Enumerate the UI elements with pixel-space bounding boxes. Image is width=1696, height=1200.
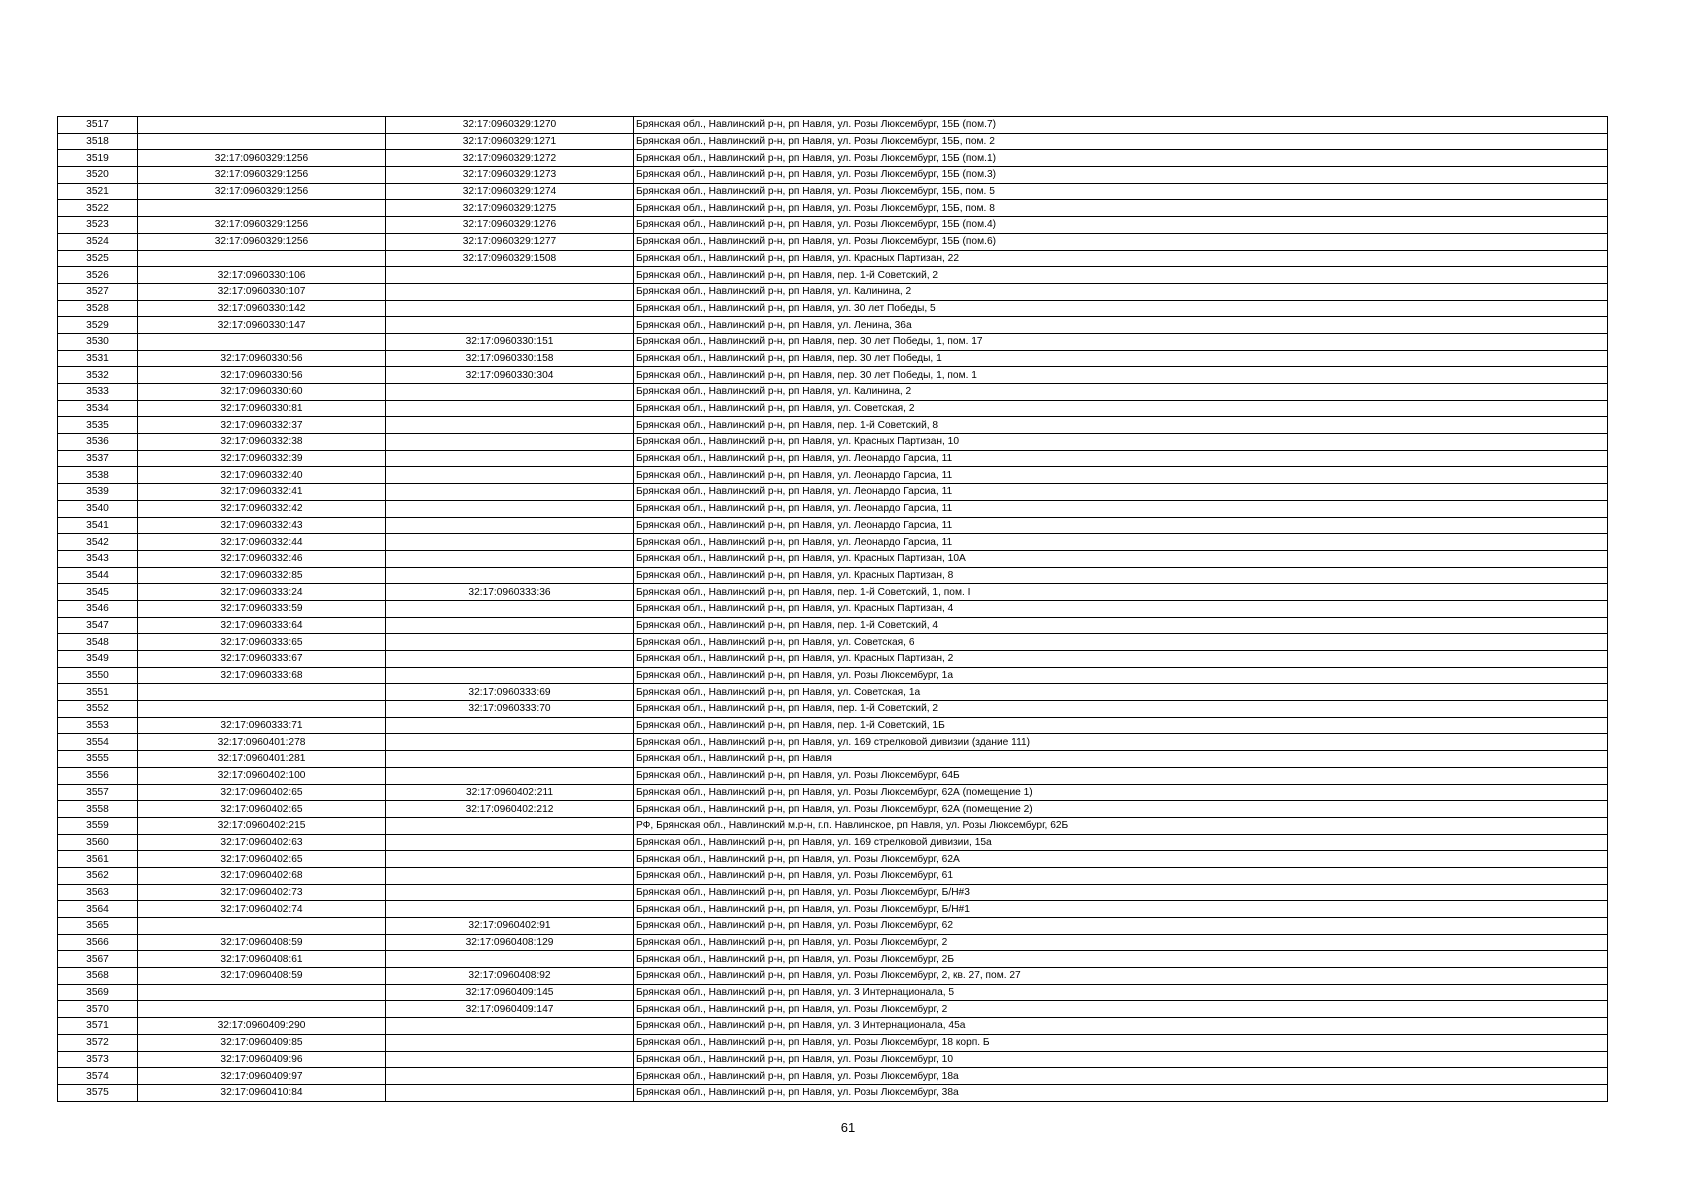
address-cell: Брянская обл., Навлинский р-н, рп Навля, ул. Красных Партизан, 2 <box>634 651 1608 668</box>
parent-cadastral-number-cell: 32:17:0960332:42 <box>138 500 386 517</box>
row-number-cell: 3571 <box>58 1018 138 1035</box>
parent-cadastral-number-cell: 32:17:0960330:56 <box>138 350 386 367</box>
row-number-cell: 3534 <box>58 400 138 417</box>
row-number-cell: 3575 <box>58 1084 138 1101</box>
row-number-cell: 3564 <box>58 901 138 918</box>
parent-cadastral-number-cell: 32:17:0960330:60 <box>138 384 386 401</box>
address-cell: Брянская обл., Навлинский р-н, рп Навля, ул. Ленина, 36а <box>634 317 1608 334</box>
parent-cadastral-number-cell: 32:17:0960333:59 <box>138 600 386 617</box>
address-cell: Брянская обл., Навлинский р-н, рп Навля, пер. 1-й Советский, 8 <box>634 417 1608 434</box>
address-cell: Брянская обл., Навлинский р-н, рп Навля, пер. 1-й Советский, 4 <box>634 617 1608 634</box>
parent-cadastral-number-cell: 32:17:0960332:39 <box>138 450 386 467</box>
table-row <box>58 333 1608 350</box>
parent-cadastral-number-cell <box>138 701 386 718</box>
address-cell: Брянская обл., Навлинский р-н, рп Навля, ул. Розы Люксембург, 15Б (пом.3) <box>634 167 1608 184</box>
address-cell: Брянская обл., Навлинский р-н, рп Навля, ул. Красных Партизан, 10А <box>634 550 1608 567</box>
row-number-cell: 3569 <box>58 984 138 1001</box>
table-row <box>58 167 1608 184</box>
row-number-cell: 3543 <box>58 550 138 567</box>
address-cell: Брянская обл., Навлинский р-н, рп Навля, ул. Розы Люксембург, 62 <box>634 918 1608 935</box>
row-number-cell: 3554 <box>58 734 138 751</box>
row-number-cell: 3574 <box>58 1068 138 1085</box>
row-number-cell: 3567 <box>58 951 138 968</box>
cadastral-number-cell <box>386 567 634 584</box>
registry-table-body <box>58 117 1608 1102</box>
row-number-cell: 3536 <box>58 434 138 451</box>
parent-cadastral-number-cell: 32:17:0960408:61 <box>138 951 386 968</box>
parent-cadastral-number-cell: 32:17:0960409:96 <box>138 1051 386 1068</box>
cadastral-number-cell <box>386 1084 634 1101</box>
address-cell: Брянская обл., Навлинский р-н, рп Навля, ул. Розы Люксембург, 15Б (пом.7) <box>634 117 1608 134</box>
cadastral-number-cell <box>386 1018 634 1035</box>
cadastral-number-cell: 32:17:0960402:212 <box>386 801 634 818</box>
row-number-cell: 3533 <box>58 384 138 401</box>
cadastral-number-cell <box>386 534 634 551</box>
address-cell: Брянская обл., Навлинский р-н, рп Навля, ул. Советская, 2 <box>634 400 1608 417</box>
table-row <box>58 767 1608 784</box>
table-row <box>58 534 1608 551</box>
row-number-cell: 3550 <box>58 667 138 684</box>
cadastral-number-cell <box>386 1034 634 1051</box>
row-number-cell: 3557 <box>58 784 138 801</box>
table-row <box>58 450 1608 467</box>
address-cell: Брянская обл., Навлинский р-н, рп Навля, ул. Розы Люксембург, Б/Н#1 <box>634 901 1608 918</box>
row-number-cell: 3531 <box>58 350 138 367</box>
parent-cadastral-number-cell: 32:17:0960408:59 <box>138 968 386 985</box>
cadastral-number-cell <box>386 751 634 768</box>
table-row <box>58 1068 1608 1085</box>
cadastral-number-cell: 32:17:0960329:1271 <box>386 133 634 150</box>
address-cell: Брянская обл., Навлинский р-н, рп Навля, ул. Розы Люксембург, 2Б <box>634 951 1608 968</box>
table-row <box>58 701 1608 718</box>
cadastral-number-cell: 32:17:0960330:151 <box>386 333 634 350</box>
address-cell: Брянская обл., Навлинский р-н, рп Навля, ул. Розы Люксембург, 62А (помещение 1) <box>634 784 1608 801</box>
row-number-cell: 3521 <box>58 183 138 200</box>
registry-table <box>57 116 1608 1102</box>
cadastral-number-cell: 32:17:0960330:158 <box>386 350 634 367</box>
table-row <box>58 834 1608 851</box>
cadastral-number-cell: 32:17:0960333:69 <box>386 684 634 701</box>
address-cell: РФ, Брянская обл., Навлинский м.р-н, г.п. Навлинское, рп Навля, ул. Розы Люксембург, 62Б <box>634 817 1608 834</box>
parent-cadastral-number-cell: 32:17:0960330:142 <box>138 300 386 317</box>
cadastral-number-cell: 32:17:0960333:70 <box>386 701 634 718</box>
row-number-cell: 3529 <box>58 317 138 334</box>
address-cell: Брянская обл., Навлинский р-н, рп Навля, ул. Розы Люксембург, 64Б <box>634 767 1608 784</box>
table-row <box>58 317 1608 334</box>
parent-cadastral-number-cell: 32:17:0960330:56 <box>138 367 386 384</box>
parent-cadastral-number-cell: 32:17:0960402:74 <box>138 901 386 918</box>
cadastral-number-cell <box>386 467 634 484</box>
row-number-cell: 3528 <box>58 300 138 317</box>
cadastral-number-cell: 32:17:0960409:145 <box>386 984 634 1001</box>
address-cell: Брянская обл., Навлинский р-н, рп Навля, пер. 1-й Советский, 2 <box>634 701 1608 718</box>
table-row <box>58 884 1608 901</box>
cadastral-number-cell <box>386 600 634 617</box>
parent-cadastral-number-cell: 32:17:0960329:1256 <box>138 233 386 250</box>
table-row <box>58 968 1608 985</box>
address-cell: Брянская обл., Навлинский р-н, рп Навля, ул. Леонардо Гарсиа, 11 <box>634 484 1608 501</box>
row-number-cell: 3573 <box>58 1051 138 1068</box>
address-cell: Брянская обл., Навлинский р-н, рп Навля, ул. 3 Интернационала, 5 <box>634 984 1608 1001</box>
row-number-cell: 3542 <box>58 534 138 551</box>
row-number-cell: 3518 <box>58 133 138 150</box>
parent-cadastral-number-cell: 32:17:0960333:67 <box>138 651 386 668</box>
address-cell: Брянская обл., Навлинский р-н, рп Навля, ул. Розы Люксембург, 1а <box>634 667 1608 684</box>
address-cell: Брянская обл., Навлинский р-н, рп Навля, ул. Розы Люксембург, 62А <box>634 851 1608 868</box>
table-row <box>58 1051 1608 1068</box>
cadastral-number-cell <box>386 1051 634 1068</box>
table-row <box>58 200 1608 217</box>
row-number-cell: 3566 <box>58 934 138 951</box>
parent-cadastral-number-cell: 32:17:0960333:24 <box>138 584 386 601</box>
address-cell: Брянская обл., Навлинский р-н, рп Навля, пер. 1-й Советский, 1Б <box>634 717 1608 734</box>
cadastral-number-cell <box>386 484 634 501</box>
row-number-cell: 3545 <box>58 584 138 601</box>
row-number-cell: 3561 <box>58 851 138 868</box>
parent-cadastral-number-cell: 32:17:0960402:68 <box>138 867 386 884</box>
parent-cadastral-number-cell: 32:17:0960332:44 <box>138 534 386 551</box>
cadastral-number-cell <box>386 717 634 734</box>
address-cell: Брянская обл., Навлинский р-н, рп Навля, ул. Розы Люксембург, 2 <box>634 934 1608 951</box>
parent-cadastral-number-cell: 32:17:0960402:215 <box>138 817 386 834</box>
row-number-cell: 3556 <box>58 767 138 784</box>
table-row <box>58 517 1608 534</box>
table-row <box>58 150 1608 167</box>
cadastral-number-cell <box>386 384 634 401</box>
table-row <box>58 717 1608 734</box>
row-number-cell: 3547 <box>58 617 138 634</box>
cadastral-number-cell <box>386 300 634 317</box>
parent-cadastral-number-cell <box>138 1001 386 1018</box>
table-row <box>58 417 1608 434</box>
parent-cadastral-number-cell <box>138 200 386 217</box>
cadastral-number-cell <box>386 550 634 567</box>
cadastral-number-cell <box>386 734 634 751</box>
cadastral-number-cell: 32:17:0960329:1508 <box>386 250 634 267</box>
table-row <box>58 1084 1608 1101</box>
address-cell: Брянская обл., Навлинский р-н, рп Навля, ул. Розы Люксембург, 18 корп. Б <box>634 1034 1608 1051</box>
table-row <box>58 918 1608 935</box>
parent-cadastral-number-cell: 32:17:0960332:38 <box>138 434 386 451</box>
parent-cadastral-number-cell: 32:17:0960409:97 <box>138 1068 386 1085</box>
parent-cadastral-number-cell: 32:17:0960333:65 <box>138 634 386 651</box>
parent-cadastral-number-cell: 32:17:0960329:1256 <box>138 167 386 184</box>
address-cell: Брянская обл., Навлинский р-н, рп Навля, ул. Розы Люксембург, 18а <box>634 1068 1608 1085</box>
table-row <box>58 400 1608 417</box>
table-row <box>58 934 1608 951</box>
parent-cadastral-number-cell: 32:17:0960401:278 <box>138 734 386 751</box>
address-cell: Брянская обл., Навлинский р-н, рп Навля, ул. Леонардо Гарсиа, 11 <box>634 534 1608 551</box>
table-row <box>58 117 1608 134</box>
cadastral-number-cell <box>386 500 634 517</box>
address-cell: Брянская обл., Навлинский р-н, рп Навля, пер. 1-й Советский, 2 <box>634 267 1608 284</box>
address-cell: Брянская обл., Навлинский р-н, рп Навля, ул. Красных Партизан, 8 <box>634 567 1608 584</box>
cadastral-number-cell: 32:17:0960402:91 <box>386 918 634 935</box>
table-row <box>58 901 1608 918</box>
cadastral-number-cell <box>386 267 634 284</box>
row-number-cell: 3524 <box>58 233 138 250</box>
address-cell: Брянская обл., Навлинский р-н, рп Навля, ул. Леонардо Гарсиа, 11 <box>634 517 1608 534</box>
row-number-cell: 3520 <box>58 167 138 184</box>
cadastral-number-cell <box>386 634 634 651</box>
row-number-cell: 3541 <box>58 517 138 534</box>
address-cell: Брянская обл., Навлинский р-н, рп Навля, ул. Розы Люксембург, 10 <box>634 1051 1608 1068</box>
table-row <box>58 434 1608 451</box>
address-cell: Брянская обл., Навлинский р-н, рп Навля, ул. Калинина, 2 <box>634 384 1608 401</box>
table-row <box>58 734 1608 751</box>
table-row <box>58 283 1608 300</box>
cadastral-number-cell <box>386 617 634 634</box>
address-cell: Брянская обл., Навлинский р-н, рп Навля, ул. 169 стрелковой дивизии (здание 111) <box>634 734 1608 751</box>
parent-cadastral-number-cell <box>138 918 386 935</box>
address-cell: Брянская обл., Навлинский р-н, рп Навля <box>634 751 1608 768</box>
table-row <box>58 951 1608 968</box>
parent-cadastral-number-cell: 32:17:0960332:40 <box>138 467 386 484</box>
cadastral-number-cell <box>386 834 634 851</box>
row-number-cell: 3570 <box>58 1001 138 1018</box>
parent-cadastral-number-cell: 32:17:0960333:71 <box>138 717 386 734</box>
cadastral-number-cell <box>386 450 634 467</box>
table-row <box>58 550 1608 567</box>
row-number-cell: 3517 <box>58 117 138 134</box>
row-number-cell: 3552 <box>58 701 138 718</box>
parent-cadastral-number-cell <box>138 984 386 1001</box>
cadastral-number-cell: 32:17:0960408:92 <box>386 968 634 985</box>
table-row <box>58 384 1608 401</box>
row-number-cell: 3553 <box>58 717 138 734</box>
table-row <box>58 300 1608 317</box>
parent-cadastral-number-cell <box>138 333 386 350</box>
table-row <box>58 183 1608 200</box>
table-row <box>58 133 1608 150</box>
address-cell: Брянская обл., Навлинский р-н, рп Навля, ул. 169 стрелковой дивизии, 15а <box>634 834 1608 851</box>
parent-cadastral-number-cell: 32:17:0960332:85 <box>138 567 386 584</box>
address-cell: Брянская обл., Навлинский р-н, рп Навля, пер. 30 лет Победы, 1 <box>634 350 1608 367</box>
address-cell: Брянская обл., Навлинский р-н, рп Навля, ул. Розы Люксембург, 15Б, пом. 5 <box>634 183 1608 200</box>
address-cell: Брянская обл., Навлинский р-н, рп Навля, ул. Калинина, 2 <box>634 283 1608 300</box>
cadastral-number-cell <box>386 884 634 901</box>
parent-cadastral-number-cell: 32:17:0960330:147 <box>138 317 386 334</box>
parent-cadastral-number-cell <box>138 250 386 267</box>
cadastral-number-cell <box>386 417 634 434</box>
cadastral-number-cell <box>386 434 634 451</box>
cadastral-number-cell <box>386 667 634 684</box>
address-cell: Брянская обл., Навлинский р-н, рп Навля, ул. Розы Люксембург, 61 <box>634 867 1608 884</box>
row-number-cell: 3537 <box>58 450 138 467</box>
table-row <box>58 567 1608 584</box>
table-row <box>58 667 1608 684</box>
address-cell: Брянская обл., Навлинский р-н, рп Навля, пер. 30 лет Победы, 1, пом. 1 <box>634 367 1608 384</box>
parent-cadastral-number-cell: 32:17:0960402:73 <box>138 884 386 901</box>
row-number-cell: 3530 <box>58 333 138 350</box>
address-cell: Брянская обл., Навлинский р-н, рп Навля, ул. 3 Интернационала, 45а <box>634 1018 1608 1035</box>
row-number-cell: 3544 <box>58 567 138 584</box>
table-row <box>58 784 1608 801</box>
cadastral-number-cell <box>386 517 634 534</box>
parent-cadastral-number-cell: 32:17:0960330:81 <box>138 400 386 417</box>
table-row <box>58 267 1608 284</box>
parent-cadastral-number-cell: 32:17:0960330:106 <box>138 267 386 284</box>
row-number-cell: 3568 <box>58 968 138 985</box>
address-cell: Брянская обл., Навлинский р-н, рп Навля, ул. Леонардо Гарсиа, 11 <box>634 467 1608 484</box>
parent-cadastral-number-cell: 32:17:0960330:107 <box>138 283 386 300</box>
table-row <box>58 600 1608 617</box>
table-row <box>58 651 1608 668</box>
parent-cadastral-number-cell: 32:17:0960332:37 <box>138 417 386 434</box>
table-row <box>58 1034 1608 1051</box>
table-row <box>58 484 1608 501</box>
table-row <box>58 217 1608 234</box>
address-cell: Брянская обл., Навлинский р-н, рп Навля, пер. 1-й Советский, 1, пом. I <box>634 584 1608 601</box>
address-cell: Брянская обл., Навлинский р-н, рп Навля, ул. Розы Люксембург, 62А (помещение 2) <box>634 801 1608 818</box>
table-row <box>58 684 1608 701</box>
cadastral-number-cell: 32:17:0960408:129 <box>386 934 634 951</box>
table-row <box>58 500 1608 517</box>
parent-cadastral-number-cell: 32:17:0960329:1256 <box>138 150 386 167</box>
table-row <box>58 867 1608 884</box>
cadastral-number-cell: 32:17:0960329:1276 <box>386 217 634 234</box>
parent-cadastral-number-cell <box>138 133 386 150</box>
parent-cadastral-number-cell: 32:17:0960333:64 <box>138 617 386 634</box>
cadastral-number-cell <box>386 1068 634 1085</box>
cadastral-number-cell <box>386 951 634 968</box>
parent-cadastral-number-cell: 32:17:0960329:1256 <box>138 217 386 234</box>
table-row <box>58 1018 1608 1035</box>
address-cell: Брянская обл., Навлинский р-н, рп Навля, ул. Розы Люксембург, 15Б (пом.1) <box>634 150 1608 167</box>
parent-cadastral-number-cell: 32:17:0960401:281 <box>138 751 386 768</box>
cadastral-number-cell: 32:17:0960329:1274 <box>386 183 634 200</box>
cadastral-number-cell: 32:17:0960329:1272 <box>386 150 634 167</box>
parent-cadastral-number-cell: 32:17:0960408:59 <box>138 934 386 951</box>
row-number-cell: 3538 <box>58 467 138 484</box>
parent-cadastral-number-cell: 32:17:0960409:85 <box>138 1034 386 1051</box>
address-cell: Брянская обл., Навлинский р-н, рп Навля, ул. Розы Люксембург, 15Б, пом. 2 <box>634 133 1608 150</box>
cadastral-number-cell <box>386 817 634 834</box>
row-number-cell: 3563 <box>58 884 138 901</box>
row-number-cell: 3525 <box>58 250 138 267</box>
parent-cadastral-number-cell: 32:17:0960333:68 <box>138 667 386 684</box>
table-row <box>58 233 1608 250</box>
address-cell: Брянская обл., Навлинский р-н, рп Навля, пер. 30 лет Победы, 1, пом. 17 <box>634 333 1608 350</box>
address-cell: Брянская обл., Навлинский р-н, рп Навля, ул. Красных Партизан, 10 <box>634 434 1608 451</box>
row-number-cell: 3532 <box>58 367 138 384</box>
address-cell: Брянская обл., Навлинский р-н, рп Навля, ул. Розы Люксембург, 15Б, пом. 8 <box>634 200 1608 217</box>
cadastral-number-cell <box>386 283 634 300</box>
parent-cadastral-number-cell: 32:17:0960332:43 <box>138 517 386 534</box>
table-row <box>58 617 1608 634</box>
cadastral-number-cell: 32:17:0960329:1273 <box>386 167 634 184</box>
row-number-cell: 3560 <box>58 834 138 851</box>
cadastral-number-cell: 32:17:0960402:211 <box>386 784 634 801</box>
parent-cadastral-number-cell: 32:17:0960329:1256 <box>138 183 386 200</box>
table-row <box>58 984 1608 1001</box>
cadastral-number-cell <box>386 901 634 918</box>
cadastral-number-cell: 32:17:0960329:1275 <box>386 200 634 217</box>
address-cell: Брянская обл., Навлинский р-н, рп Навля, ул. Розы Люксембург, 15Б (пом.4) <box>634 217 1608 234</box>
row-number-cell: 3548 <box>58 634 138 651</box>
parent-cadastral-number-cell: 32:17:0960402:65 <box>138 784 386 801</box>
cadastral-number-cell <box>386 867 634 884</box>
table-row <box>58 250 1608 267</box>
row-number-cell: 3540 <box>58 500 138 517</box>
table-row <box>58 1001 1608 1018</box>
cadastral-number-cell: 32:17:0960330:304 <box>386 367 634 384</box>
table-row <box>58 584 1608 601</box>
row-number-cell: 3551 <box>58 684 138 701</box>
cadastral-number-cell: 32:17:0960333:36 <box>386 584 634 601</box>
address-cell: Брянская обл., Навлинский р-н, рп Навля, ул. Розы Люксембург, 38а <box>634 1084 1608 1101</box>
parent-cadastral-number-cell: 32:17:0960409:290 <box>138 1018 386 1035</box>
address-cell: Брянская обл., Навлинский р-н, рп Навля, ул. 30 лет Победы, 5 <box>634 300 1608 317</box>
table-row <box>58 350 1608 367</box>
row-number-cell: 3562 <box>58 867 138 884</box>
row-number-cell: 3519 <box>58 150 138 167</box>
address-cell: Брянская обл., Навлинский р-н, рп Навля, ул. Советская, 1а <box>634 684 1608 701</box>
cadastral-number-cell <box>386 317 634 334</box>
address-cell: Брянская обл., Навлинский р-н, рп Навля, ул. Розы Люксембург, Б/Н#3 <box>634 884 1608 901</box>
row-number-cell: 3526 <box>58 267 138 284</box>
row-number-cell: 3535 <box>58 417 138 434</box>
address-cell: Брянская обл., Навлинский р-н, рп Навля, ул. Красных Партизан, 22 <box>634 250 1608 267</box>
cadastral-number-cell <box>386 400 634 417</box>
parent-cadastral-number-cell: 32:17:0960332:46 <box>138 550 386 567</box>
parent-cadastral-number-cell <box>138 117 386 134</box>
table-row <box>58 851 1608 868</box>
cadastral-number-cell: 32:17:0960329:1277 <box>386 233 634 250</box>
address-cell: Брянская обл., Навлинский р-н, рп Навля, ул. Красных Партизан, 4 <box>634 600 1608 617</box>
row-number-cell: 3539 <box>58 484 138 501</box>
parent-cadastral-number-cell: 32:17:0960402:65 <box>138 851 386 868</box>
row-number-cell: 3527 <box>58 283 138 300</box>
parent-cadastral-number-cell: 32:17:0960332:41 <box>138 484 386 501</box>
parent-cadastral-number-cell: 32:17:0960402:65 <box>138 801 386 818</box>
row-number-cell: 3549 <box>58 651 138 668</box>
cadastral-number-cell <box>386 651 634 668</box>
row-number-cell: 3546 <box>58 600 138 617</box>
address-cell: Брянская обл., Навлинский р-н, рп Навля, ул. Леонардо Гарсиа, 11 <box>634 450 1608 467</box>
row-number-cell: 3523 <box>58 217 138 234</box>
parent-cadastral-number-cell: 32:17:0960402:63 <box>138 834 386 851</box>
address-cell: Брянская обл., Навлинский р-н, рп Навля, ул. Розы Люксембург, 2, кв. 27, пом. 27 <box>634 968 1608 985</box>
cadastral-number-cell: 32:17:0960329:1270 <box>386 117 634 134</box>
table-row <box>58 817 1608 834</box>
address-cell: Брянская обл., Навлинский р-н, рп Навля, ул. Розы Люксембург, 2 <box>634 1001 1608 1018</box>
cadastral-number-cell: 32:17:0960409:147 <box>386 1001 634 1018</box>
row-number-cell: 3555 <box>58 751 138 768</box>
row-number-cell: 3558 <box>58 801 138 818</box>
row-number-cell: 3572 <box>58 1034 138 1051</box>
table-row <box>58 751 1608 768</box>
address-cell: Брянская обл., Навлинский р-н, рп Навля, ул. Советская, 6 <box>634 634 1608 651</box>
parent-cadastral-number-cell: 32:17:0960402:100 <box>138 767 386 784</box>
cadastral-number-cell <box>386 851 634 868</box>
table-row <box>58 467 1608 484</box>
address-cell: Брянская обл., Навлинский р-н, рп Навля, ул. Розы Люксембург, 15Б (пом.6) <box>634 233 1608 250</box>
parent-cadastral-number-cell: 32:17:0960410:84 <box>138 1084 386 1101</box>
table-row <box>58 801 1608 818</box>
row-number-cell: 3565 <box>58 918 138 935</box>
table-row <box>58 634 1608 651</box>
row-number-cell: 3559 <box>58 817 138 834</box>
table-row <box>58 367 1608 384</box>
page-number: 61 <box>840 1120 856 1135</box>
cadastral-number-cell <box>386 767 634 784</box>
parent-cadastral-number-cell <box>138 684 386 701</box>
address-cell: Брянская обл., Навлинский р-н, рп Навля, ул. Леонардо Гарсиа, 11 <box>634 500 1608 517</box>
row-number-cell: 3522 <box>58 200 138 217</box>
